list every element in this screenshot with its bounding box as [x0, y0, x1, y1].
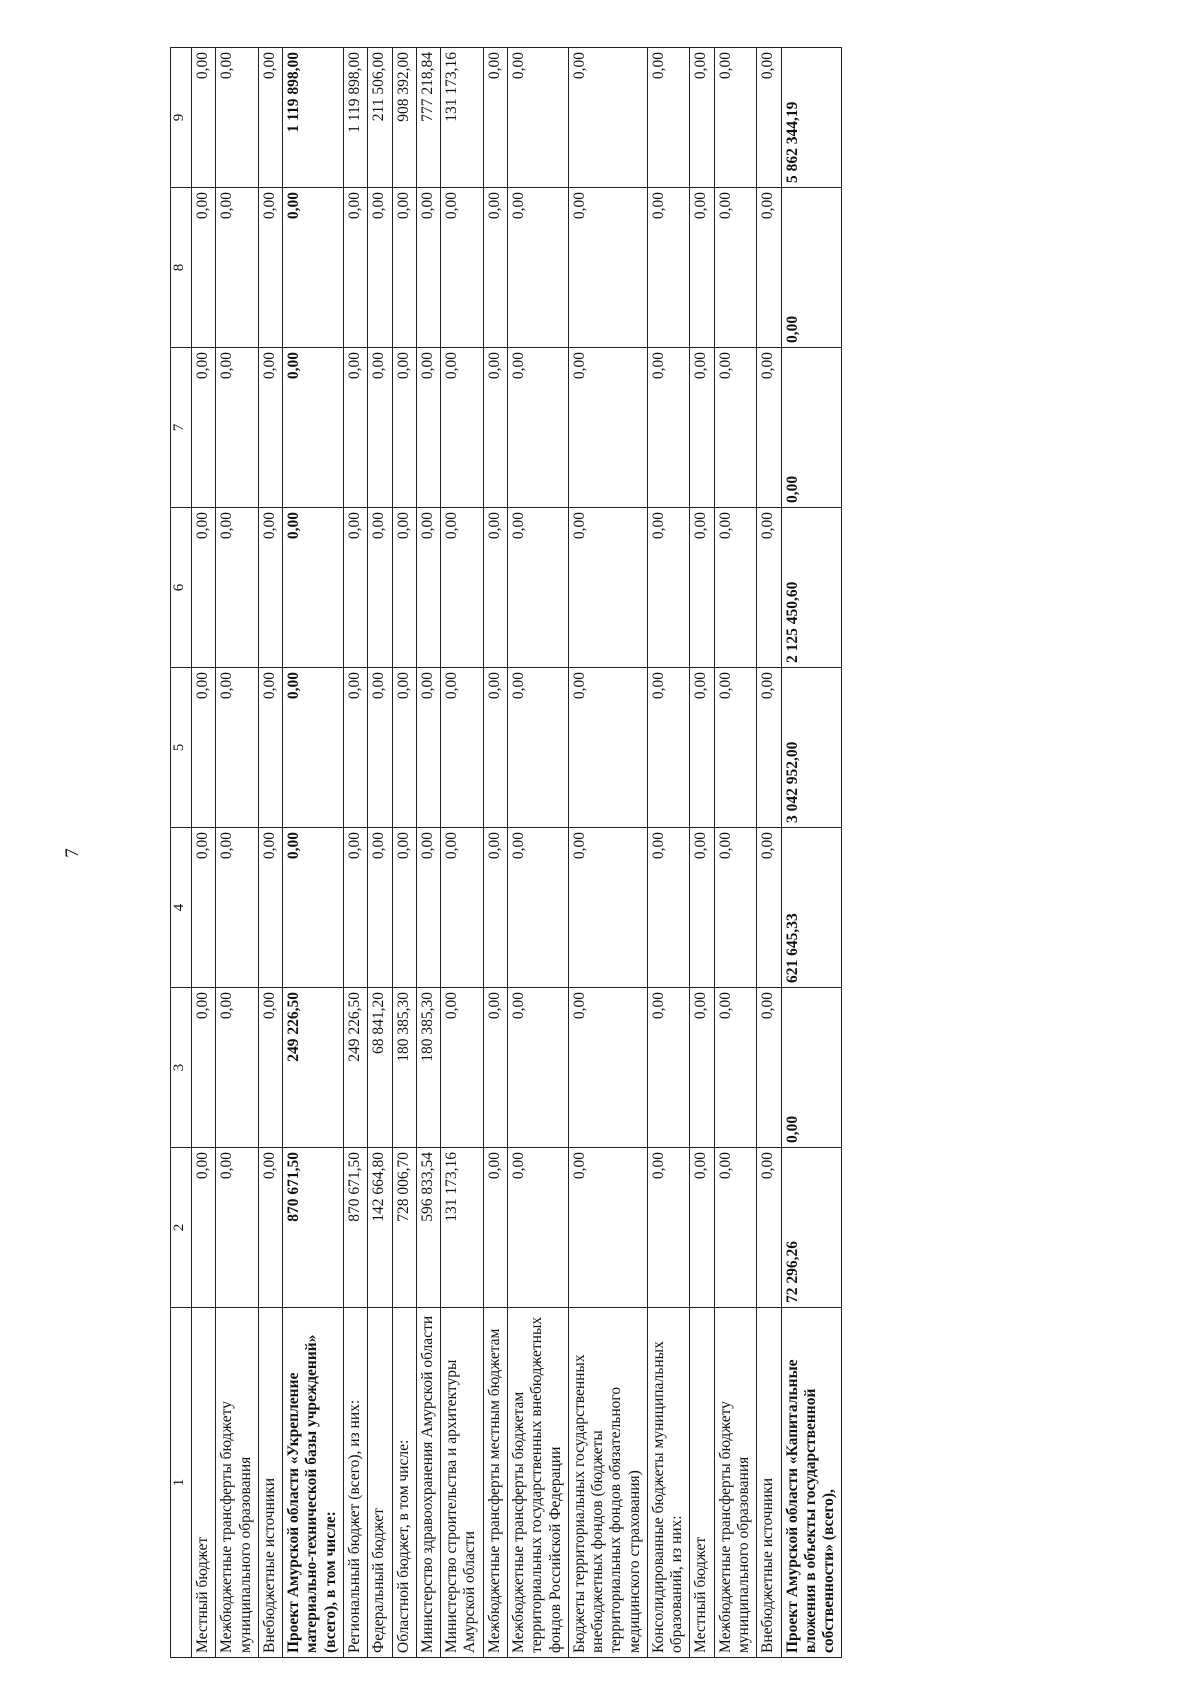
- cell-value: 0,00: [483, 48, 507, 188]
- cell-value: 0,00: [416, 508, 440, 668]
- column-header-7: 7: [171, 348, 192, 508]
- row-label: Министерство строительства и архитектуры Амурской области: [441, 1308, 484, 1658]
- cell-value: 0,00: [690, 988, 714, 1148]
- column-header-5: 5: [171, 668, 192, 828]
- cell-value: 131 173,16: [441, 1148, 484, 1308]
- page-number: 7: [61, 848, 83, 858]
- row-label: Межбюджетные трансферты бюджетам территориальных государственных внебюджетных фондов Российской Федерации: [507, 1308, 568, 1658]
- table-row: [368, 48, 392, 1658]
- cell-value: 0,00: [507, 828, 568, 988]
- row-label: Внебюджетные источники: [757, 1308, 781, 1658]
- cell-value: 0,00: [568, 348, 647, 508]
- cell-value: 0,00: [568, 1148, 647, 1308]
- rotated-table-container: [170, 48, 1030, 1658]
- cell-value: 0,00: [507, 188, 568, 348]
- budget-table: [170, 47, 842, 1658]
- cell-value: 0,00: [343, 668, 367, 828]
- cell-value: 0,00: [714, 188, 757, 348]
- cell-value: 0,00: [283, 668, 344, 828]
- cell-value: 0,00: [192, 48, 216, 188]
- table-row: [283, 48, 344, 1658]
- cell-value: 0,00: [690, 828, 714, 988]
- cell-value: 0,00: [192, 188, 216, 348]
- cell-value: 0,00: [647, 188, 690, 348]
- cell-value: 0,00: [757, 348, 781, 508]
- cell-value: 0,00: [757, 48, 781, 188]
- cell-value: 0,00: [714, 988, 757, 1148]
- table-row: [416, 48, 440, 1658]
- row-label: Бюджеты территориальных государственных внебюджетных фондов (бюджеты территориальных фондов обязательного медицинского страхования): [568, 1308, 647, 1658]
- cell-value: 72 296,26: [781, 1148, 842, 1308]
- cell-value: 0,00: [343, 348, 367, 508]
- cell-value: 0,00: [568, 508, 647, 668]
- cell-value: 180 385,30: [416, 988, 440, 1148]
- row-label: Межбюджетные трансферты бюджету муниципального образования: [216, 1308, 259, 1658]
- cell-value: 870 671,50: [283, 1148, 344, 1308]
- cell-value: 0,00: [216, 668, 259, 828]
- row-label: Проект Амурской области «Капитальные вложения в объекты государственной собственности» (всего),: [781, 1308, 842, 1658]
- cell-value: 0,00: [392, 348, 416, 508]
- cell-value: 0,00: [368, 188, 392, 348]
- cell-value: 0,00: [343, 188, 367, 348]
- table-row: [568, 48, 647, 1658]
- cell-value: 0,00: [757, 188, 781, 348]
- cell-value: 0,00: [483, 828, 507, 988]
- cell-value: 0,00: [690, 48, 714, 188]
- cell-value: 0,00: [216, 828, 259, 988]
- cell-value: 0,00: [507, 668, 568, 828]
- cell-value: 908 392,00: [392, 48, 416, 188]
- column-header-8: 8: [171, 188, 192, 348]
- cell-value: 0,00: [441, 668, 484, 828]
- cell-value: 249 226,50: [283, 988, 344, 1148]
- cell-value: 0,00: [258, 348, 282, 508]
- column-header-1: 1: [171, 1308, 192, 1658]
- cell-value: 0,00: [714, 668, 757, 828]
- cell-value: 0,00: [690, 1148, 714, 1308]
- cell-value: 0,00: [483, 668, 507, 828]
- cell-value: 0,00: [647, 508, 690, 668]
- table-row: [343, 48, 367, 1658]
- cell-value: 0,00: [714, 348, 757, 508]
- row-label: Внебюджетные источники: [258, 1308, 282, 1658]
- cell-value: 0,00: [714, 508, 757, 668]
- cell-value: 0,00: [283, 828, 344, 988]
- cell-value: 0,00: [757, 668, 781, 828]
- cell-value: 0,00: [483, 508, 507, 668]
- cell-value: 0,00: [483, 348, 507, 508]
- cell-value: 596 833,54: [416, 1148, 440, 1308]
- cell-value: 0,00: [568, 828, 647, 988]
- cell-value: 0,00: [690, 348, 714, 508]
- cell-value: 0,00: [781, 188, 842, 348]
- cell-value: 0,00: [192, 668, 216, 828]
- cell-value: 0,00: [690, 508, 714, 668]
- cell-value: 0,00: [647, 48, 690, 188]
- row-label: Федеральный бюджет: [368, 1308, 392, 1658]
- cell-value: 0,00: [216, 1148, 259, 1308]
- cell-value: 777 218,84: [416, 48, 440, 188]
- row-label: Консолидированные бюджеты муниципальных образований, из них:: [647, 1308, 690, 1658]
- cell-value: 0,00: [343, 508, 367, 668]
- cell-value: 0,00: [441, 188, 484, 348]
- column-header-6: 6: [171, 508, 192, 668]
- cell-value: 0,00: [441, 508, 484, 668]
- table-row: [483, 48, 507, 1658]
- cell-value: 0,00: [392, 668, 416, 828]
- cell-value: 0,00: [216, 508, 259, 668]
- cell-value: 0,00: [216, 988, 259, 1148]
- cell-value: 0,00: [216, 348, 259, 508]
- table-row: [192, 48, 216, 1658]
- cell-value: 180 385,30: [392, 988, 416, 1148]
- cell-value: 0,00: [216, 188, 259, 348]
- cell-value: 0,00: [192, 828, 216, 988]
- cell-value: 142 664,80: [368, 1148, 392, 1308]
- cell-value: 0,00: [441, 348, 484, 508]
- cell-value: 0,00: [757, 1148, 781, 1308]
- cell-value: 0,00: [192, 1148, 216, 1308]
- cell-value: 0,00: [647, 988, 690, 1148]
- row-label: Областной бюджет, в том числе:: [392, 1308, 416, 1658]
- cell-value: 0,00: [258, 188, 282, 348]
- cell-value: 0,00: [416, 828, 440, 988]
- cell-value: 0,00: [368, 828, 392, 988]
- table-row: [216, 48, 259, 1658]
- cell-value: 0,00: [258, 988, 282, 1148]
- cell-value: 0,00: [416, 188, 440, 348]
- cell-value: 0,00: [781, 988, 842, 1148]
- cell-value: 0,00: [568, 988, 647, 1148]
- cell-value: 0,00: [343, 828, 367, 988]
- cell-value: 5 862 344,19: [781, 48, 842, 188]
- cell-value: 0,00: [781, 348, 842, 508]
- table-row: [757, 48, 781, 1658]
- cell-value: 0,00: [483, 1148, 507, 1308]
- cell-value: 0,00: [757, 508, 781, 668]
- cell-value: 0,00: [368, 348, 392, 508]
- cell-value: 0,00: [258, 48, 282, 188]
- cell-value: 0,00: [690, 668, 714, 828]
- cell-value: 0,00: [647, 668, 690, 828]
- table-row: [258, 48, 282, 1658]
- cell-value: 728 006,70: [392, 1148, 416, 1308]
- row-label: Министерство здравоохранения Амурской области: [416, 1308, 440, 1658]
- cell-value: 0,00: [216, 48, 259, 188]
- cell-value: 0,00: [757, 988, 781, 1148]
- cell-value: 0,00: [192, 348, 216, 508]
- cell-value: 1 119 898,00: [343, 48, 367, 188]
- cell-value: 0,00: [757, 828, 781, 988]
- cell-value: 211 506,00: [368, 48, 392, 188]
- cell-value: 0,00: [507, 1148, 568, 1308]
- cell-value: 0,00: [690, 188, 714, 348]
- table-header-row: [171, 48, 192, 1658]
- cell-value: 0,00: [192, 508, 216, 668]
- cell-value: 0,00: [507, 48, 568, 188]
- row-label: Проект Амурской области «Укрепление материально-технической базы учреждений» (всего), в том числе:: [283, 1308, 344, 1658]
- row-label: Местный бюджет: [690, 1308, 714, 1658]
- cell-value: 0,00: [568, 48, 647, 188]
- cell-value: 0,00: [507, 348, 568, 508]
- cell-value: 0,00: [714, 828, 757, 988]
- cell-value: 3 042 952,00: [781, 668, 842, 828]
- row-label: Местный бюджет: [192, 1308, 216, 1658]
- table-row: [507, 48, 568, 1658]
- table-body: [192, 48, 842, 1658]
- table-row: [441, 48, 484, 1658]
- cell-value: 0,00: [392, 188, 416, 348]
- cell-value: 0,00: [507, 508, 568, 668]
- cell-value: 870 671,50: [343, 1148, 367, 1308]
- table-row: [647, 48, 690, 1658]
- cell-value: 2 125 450,60: [781, 508, 842, 668]
- cell-value: 0,00: [647, 828, 690, 988]
- cell-value: 621 645,33: [781, 828, 842, 988]
- cell-value: 0,00: [283, 348, 344, 508]
- table-row: [781, 48, 842, 1658]
- cell-value: 0,00: [392, 828, 416, 988]
- cell-value: 0,00: [483, 988, 507, 1148]
- row-label: Региональный бюджет (всего), из них:: [343, 1308, 367, 1658]
- cell-value: 0,00: [258, 668, 282, 828]
- cell-value: 0,00: [568, 668, 647, 828]
- row-label: Межбюджетные трансферты бюджету муниципального образования: [714, 1308, 757, 1658]
- cell-value: 0,00: [368, 508, 392, 668]
- cell-value: 0,00: [258, 1148, 282, 1308]
- table-row: [714, 48, 757, 1658]
- cell-value: 0,00: [283, 508, 344, 668]
- cell-value: 0,00: [441, 988, 484, 1148]
- column-header-4: 4: [171, 828, 192, 988]
- cell-value: 0,00: [416, 668, 440, 828]
- cell-value: 0,00: [258, 508, 282, 668]
- cell-value: 0,00: [392, 508, 416, 668]
- cell-value: 0,00: [507, 988, 568, 1148]
- cell-value: 0,00: [192, 988, 216, 1148]
- cell-value: 0,00: [647, 1148, 690, 1308]
- table-row: [690, 48, 714, 1658]
- cell-value: 131 173,16: [441, 48, 484, 188]
- cell-value: 0,00: [714, 48, 757, 188]
- column-header-3: 3: [171, 988, 192, 1148]
- cell-value: 0,00: [483, 188, 507, 348]
- cell-value: 0,00: [568, 188, 647, 348]
- cell-value: 0,00: [368, 668, 392, 828]
- column-header-9: 9: [171, 48, 192, 188]
- cell-value: 0,00: [647, 348, 690, 508]
- row-label: Межбюджетные трансферты местным бюджетам: [483, 1308, 507, 1658]
- column-header-2: 2: [171, 1148, 192, 1308]
- cell-value: 0,00: [416, 348, 440, 508]
- cell-value: 0,00: [283, 188, 344, 348]
- table-row: [392, 48, 416, 1658]
- cell-value: 249 226,50: [343, 988, 367, 1148]
- cell-value: 0,00: [441, 828, 484, 988]
- cell-value: 0,00: [714, 1148, 757, 1308]
- cell-value: 0,00: [258, 828, 282, 988]
- cell-value: 68 841,20: [368, 988, 392, 1148]
- cell-value: 1 119 898,00: [283, 48, 344, 188]
